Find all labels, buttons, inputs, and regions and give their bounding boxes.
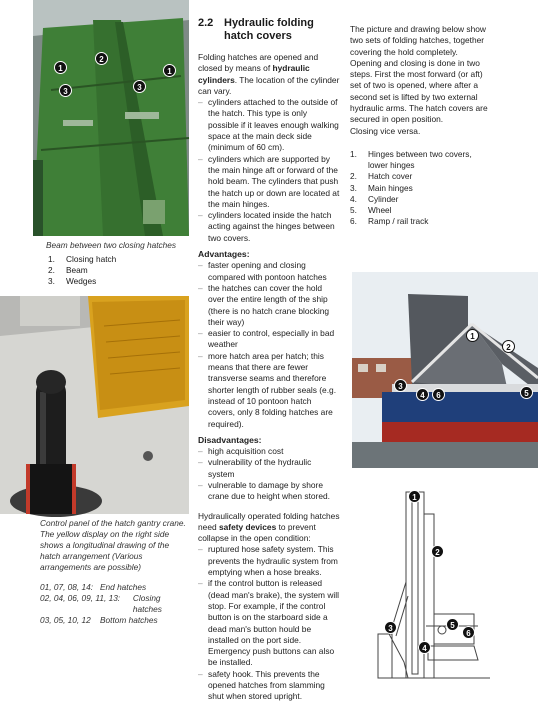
legend-item: 03, 05, 10, 12 Bottom hatches (40, 615, 158, 625)
legend-item: 2. Beam (48, 265, 88, 276)
right-text-column (350, 24, 492, 227)
legend-item: 3. Main hinges (350, 182, 413, 193)
marker-5: 5 (446, 618, 459, 631)
list-item: – safety hook. This prevents the opened hatches from slamming shut when stored upright. (198, 669, 340, 703)
marker-6: 6 (462, 626, 475, 639)
section-number: 2.2 (198, 17, 214, 29)
intro-paragraph: Folding hatches are opened and closed by means of hydraulic cylinders. The location of the cylinder can vary. (198, 52, 340, 96)
photo1-legend (48, 254, 178, 288)
list-item: – high acquisition cost (198, 446, 340, 457)
advantages-heading: Advantages: (198, 249, 250, 260)
marker-3: 3 (394, 379, 407, 392)
control-panel-photo (0, 296, 189, 514)
marker-2: 2 (431, 545, 444, 558)
photo1-caption: Beam between two closing hatches (46, 240, 177, 250)
safety-paragraph: Hydraulically operated folding hatches need safety devices to prevent collapse in the open condition: (198, 510, 340, 544)
legend-item: 4. Cylinder (350, 193, 399, 204)
right-legend (350, 149, 492, 227)
marker-2: 2 (95, 52, 108, 65)
marker-3: 3 (133, 80, 146, 93)
list-item: – if the control button is released (dead man's brake), the system will stop. For example, if the control button is on the starboard side a dead man's button hould be installed on the port side. Emergency push buttons can also be installed. (198, 578, 340, 668)
paragraph: The picture and drawing below show two sets of folding hatches, together covering the hold completely. (350, 24, 486, 57)
photo2-legend (40, 582, 190, 626)
list-item: – cylinders located inside the hatch acting against the hinges between two covers. (198, 210, 340, 244)
list-item: – more hatch area per hatch; this means that there are fewer transverse seams and therefore shorter length of rubber seals (e.g. instead of 10 pontoon hatch covers, only 8 folding hatches are required). (198, 351, 340, 430)
marker-4: 4 (418, 641, 431, 654)
section-title: Hydraulic folding hatch covers (224, 17, 314, 42)
list-item: – faster opening and closing compared with pontoon hatches (198, 260, 340, 283)
safety-list (198, 544, 340, 702)
hatch-beam-photo (33, 0, 189, 236)
advantages-list (198, 260, 340, 429)
legend-item: 5. Wheel (350, 204, 392, 215)
legend-item: 1. Hinges between two covers, lower hinges (350, 148, 472, 171)
disadvantages-list (198, 446, 340, 502)
list-item: – vulnerability of the hydraulic system (198, 457, 340, 480)
legend-item: 6. Ramp / rail track (350, 216, 429, 227)
marker-5: 5 (520, 386, 533, 399)
disadvantages-heading: Disadvantages: (198, 434, 262, 445)
photo2-caption: Control panel of the hatch gantry crane. The yellow display on the right side shows a longitudinal drawing of the hatch arrangement (Various arrangements are possible) (40, 518, 186, 572)
paragraph: Closing vice versa. (350, 125, 421, 136)
main-text-column (198, 52, 340, 703)
marker-1: 1 (163, 64, 176, 77)
list-item: – the hatches can cover the hold over the entire length of the ship (there is no hatch crane blocking their way) (198, 283, 340, 328)
section-heading (198, 17, 338, 43)
marker-3: 3 (384, 621, 397, 634)
legend-item: 2. Hatch cover (350, 171, 413, 182)
legend-item: 1. Closing hatch (48, 254, 117, 264)
cylinder-list (198, 97, 340, 244)
marker-4: 4 (416, 388, 429, 401)
marker-1: 1 (466, 329, 479, 342)
list-item: – ruptured hose safety system. This prevents the hydraulic system from emptying when a hose breaks. (198, 544, 340, 578)
list-item: – vulnerable to damage by shore crane due to height when stored. (198, 480, 340, 503)
legend-item: 02, 04, 06, 09, 11, 13: Closing hatches (40, 593, 162, 614)
list-item: – easier to control, especially in bad weather (198, 328, 340, 351)
marker-3: 3 (59, 84, 72, 97)
legend-item: 01, 07, 08, 14: End hatches (40, 582, 147, 592)
hatch-mechanism-drawing (378, 484, 490, 684)
marker-1: 1 (408, 490, 421, 503)
paragraph: Opening and closing is done in two steps. First the most forward (or aft) set of two is opened, where after a second set is lifted by two external hydraulic arms. The hatch covers are secured in open position. (350, 57, 488, 125)
list-item: – cylinders which are supported by the main hinge aft or forward of the hold beam. The cylinders that push the hatch up or down are located at the main hinges. (198, 154, 340, 210)
legend-item: 3. Wedges (48, 276, 97, 287)
list-item: – cylinders attached to the outside of the hatch. This type is only possible if it leaves enough walking space at the main deck side (minimum of 60 cm). (198, 97, 340, 153)
ship-photo (352, 272, 538, 468)
marker-1: 1 (54, 61, 67, 74)
marker-2: 2 (502, 340, 515, 353)
marker-6: 6 (432, 388, 445, 401)
